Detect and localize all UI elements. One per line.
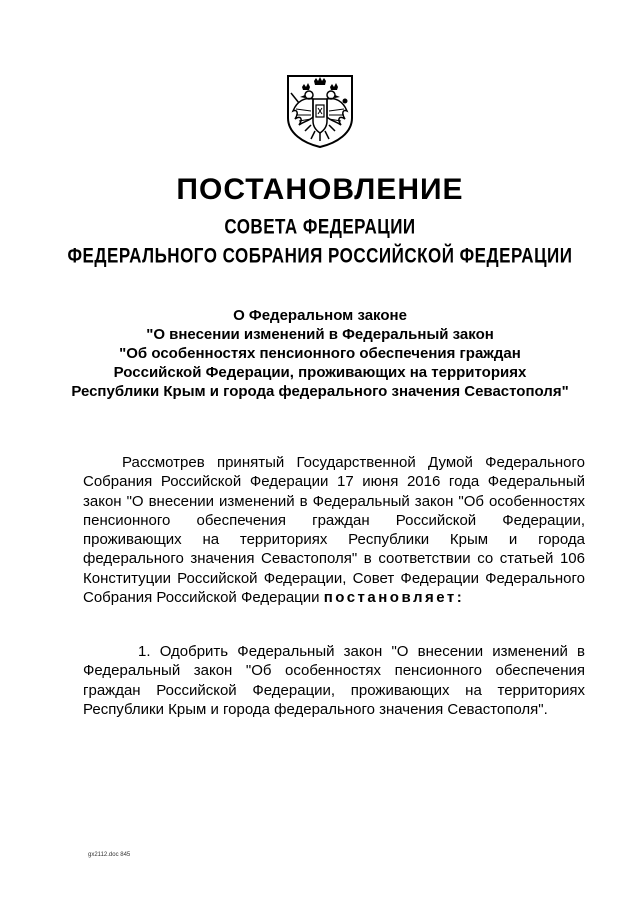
russian-coat-of-arms-icon (285, 73, 355, 149)
document-title: ПОСТАНОВЛЕНИЕ (176, 173, 464, 206)
preamble-text: Рассмотрев принятый Государственной Думой Федерального Собрания Российской Федерации 17 июня 2016 года Федеральный закон "О внесении изменений в Федеральный закон "Об особенностях пенсионного обеспечения граждан Российской Федерации, проживающих на территориях Республики Крым и города федерального значения Севастополя" в соответствии со статьей 106 Конституции Российской Федерации, Совет Федерации Федерального Собрания Российской Федерации (83, 454, 585, 607)
subject-line: "Об особенностях пенсионного обеспечения граждан (119, 345, 521, 362)
issuer-line-1: СОВЕТА ФЕДЕРАЦИИ (224, 214, 416, 239)
subject-line: Российской Федерации, проживающих на территориях (113, 364, 527, 381)
preamble-paragraph (83, 453, 585, 607)
issuer-line-2: ФЕДЕРАЛЬНОГО СОБРАНИЯ РОССИЙСКОЙ ФЕДЕРАЦИИ (67, 243, 573, 268)
document-code: gx2112.doc 845 (88, 852, 131, 858)
resolution-subject (40, 306, 600, 401)
subject-line: "О внесении изменений в Федеральный закон (146, 326, 494, 343)
subject-line: О Федеральном законе (233, 307, 407, 324)
resolution-clause-1: 1. Одобрить Федеральный закон "О внесении изменений в Федеральный закон "Об особенностях пенсионного обеспечения граждан Российской Федерации, проживающих на территориях Республики Крым и города федерального значения Севастополя". (83, 643, 585, 718)
subject-line: Республики Крым и города федерального значения Севастополя" (71, 383, 569, 400)
resolves-keyword: постановляет: (323, 589, 465, 607)
